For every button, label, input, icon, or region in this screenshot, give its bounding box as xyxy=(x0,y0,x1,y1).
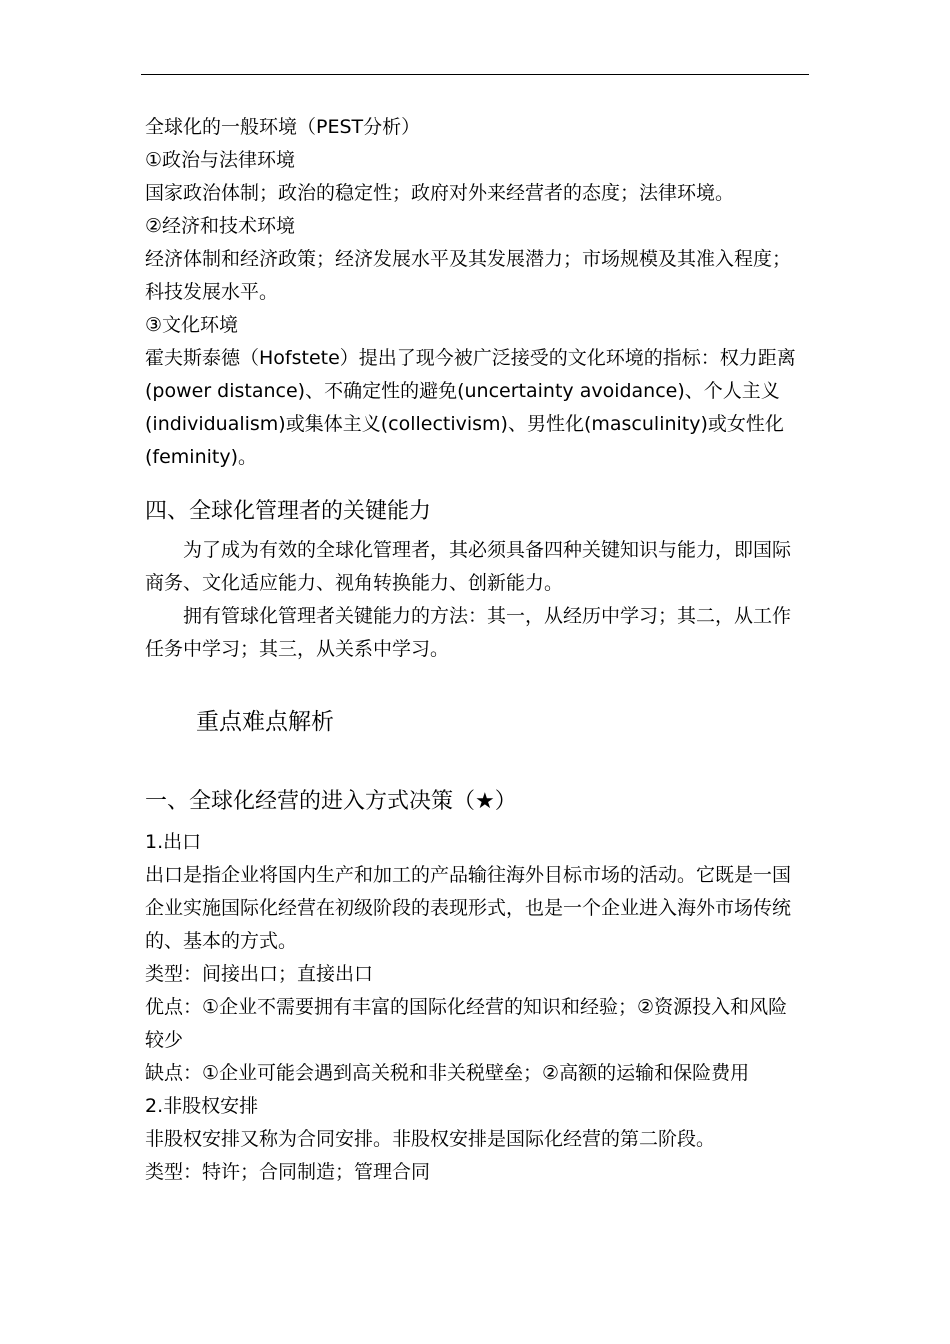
economic-tech-label: ②经济和技术环境 xyxy=(145,215,296,237)
political-legal-label: ①政治与法律环境 xyxy=(145,149,296,171)
export-label: 1.出口 xyxy=(145,831,202,853)
header-rule xyxy=(141,74,809,75)
export-text-line3: 的、基本的方式。 xyxy=(145,930,298,952)
non-equity-types: 类型：特许；合同制造；管理合同 xyxy=(145,1161,431,1183)
culture-text-line1: 霍夫斯泰德（Hofstete）提出了现今被广泛接受的文化环境的指标：权力距离 xyxy=(145,347,796,369)
economic-tech-text-line2: 科技发展水平。 xyxy=(145,281,279,303)
pest-title: 全球化的一般环境（PEST分析） xyxy=(145,116,421,138)
non-equity-text: 非股权安排又称为合同安排。非股权安排是国际化经营的第二阶段。 xyxy=(145,1128,716,1150)
section4-para2-line1: 拥有管球化管理者关键能力的方法：其一，从经历中学习；其二，从工作 xyxy=(183,605,792,627)
export-advantages-line1: 优点：①企业不需要拥有丰富的国际化经营的知识和经验；②资源投入和风险 xyxy=(145,996,788,1018)
key-points-title: 重点难点解析 xyxy=(196,709,334,735)
section4-para1-line2: 商务、文化适应能力、视角转换能力、创新能力。 xyxy=(145,572,564,594)
political-legal-text: 国家政治体制；政治的稳定性；政府对外来经营者的态度；法律环境。 xyxy=(145,182,735,204)
economic-tech-text-line1: 经济体制和经济政策；经济发展水平及其发展潜力；市场规模及其准入程度； xyxy=(145,248,792,270)
export-types: 类型：间接出口；直接出口 xyxy=(145,963,374,985)
export-text-line2: 企业实施国际化经营在初级阶段的表现形式，也是一个企业进入海外市场传统 xyxy=(145,897,792,919)
culture-text-line2: (power distance)、不确定性的避免(uncertainty avoidance)、个人主义 xyxy=(145,380,780,402)
culture-label: ③文化环境 xyxy=(145,314,239,336)
export-advantages-line2: 较少 xyxy=(145,1029,184,1051)
section4-para2-line2: 任务中学习；其三，从关系中学习。 xyxy=(145,638,450,660)
non-equity-label: 2.非股权安排 xyxy=(145,1095,259,1117)
section4-para1-line1: 为了成为有效的全球化管理者，其必须具备四种关键知识与能力，即国际 xyxy=(183,539,792,561)
culture-text-line3: (individualism)或集体主义(collectivism)、男性化(masculinity)或女性化 xyxy=(145,413,784,435)
entry-mode-heading: 一、全球化经营的进入方式决策（★） xyxy=(145,789,517,814)
export-text-line1: 出口是指企业将国内生产和加工的产品输往海外目标市场的活动。它既是一国 xyxy=(145,864,792,886)
culture-text-line4: (feminity)。 xyxy=(145,446,258,468)
section4-heading: 四、全球化管理者的关键能力 xyxy=(145,499,432,524)
export-disadvantages: 缺点：①企业可能会遇到高关税和非关税壁垒；②高额的运输和保险费用 xyxy=(145,1062,750,1084)
